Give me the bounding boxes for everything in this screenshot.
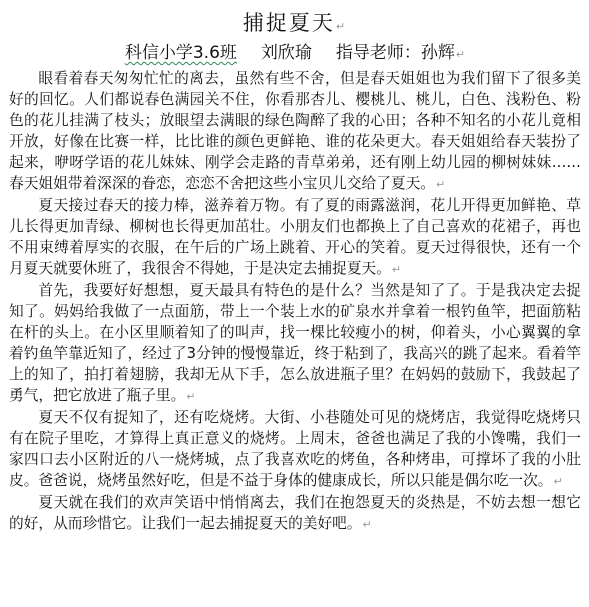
title-text: 捕捉夏天 <box>242 11 335 35</box>
paragraph-2 <box>9 195 581 280</box>
paragraph-1 <box>9 68 581 195</box>
paragraph-text: 夏天不仅有捉知了，还有吃烧烤。大街、小巷随处可见的烧烤店，我觉得吃烧烤只有在院子里吃，才算得上真正意义的烧烤。上周末，爸爸也满足了我的小馋嘴，我们一家四口去小区附近的八一烧烤城，点了我喜欢吃的烤鱼，各种烤串，可撑坏了我的小肚皮。爸爸说，烧烤虽然好吃，但是不益于身体的健康成长，所以只能是偶尔吃一次。 <box>9 409 581 489</box>
paragraph-mark-icon: ↵ <box>435 178 446 191</box>
byline-school-class: 科信小学3.6班 <box>124 43 237 63</box>
paragraph-mark-icon: ↵ <box>553 475 563 488</box>
document-title <box>9 8 581 40</box>
byline-teacher: 指导老师：孙辉 <box>335 43 455 63</box>
paragraph-4 <box>9 407 581 492</box>
paragraph-mark-icon: ↵ <box>455 48 466 61</box>
paragraph-mark-icon: ↵ <box>391 263 402 276</box>
paragraph-text: 眼看着春天匆匆忙忙的离去，虽然有些不舍，但是春天姐姐也为我们留下了很多美好的回忆。人们都说春色满园关不住，你看那杏儿、樱桃儿、桃儿，白色、浅粉色、粉色的花儿挂满了枝头；放眼望去满眼的绿色陶醉了我的心田；各种不知名的小花儿竟相开放，好像在比赛一样，比比谁的颜色更鲜艳、谁的花朵更大。春天姐姐给春天装扮了起来，咿呀学语的花儿妹妹、刚学会走路的青草弟弟，还有刚上幼儿园的柳树妹妹……春天姐姐带着深深的眷恋，恋恋不舍把这些小宝贝儿交给了夏天。 <box>9 70 581 192</box>
paragraph-5 <box>9 492 581 535</box>
paragraph-text: 夏天接过春天的接力棒，滋养着万物。有了夏的雨露滋润，花儿开得更加鲜艳、草儿长得更加青绿、柳树也长得更加茁壮。小朋友们也都换上了自己喜欢的花裙子，再也不用束缚着厚实的衣服，在午后的广场上跳着、开心的笑着。夏天过得很快，还有一个月夏天就要休班了，我很舍不得她，于是决定去捕捉夏天。 <box>9 197 581 277</box>
byline <box>9 40 581 68</box>
paragraph-mark-icon: ↵ <box>186 390 196 403</box>
paragraph-3 <box>9 280 581 407</box>
paragraph-text: 首先，我要好好想想，夏天最具有特色的是什么？当然是知了了。于是我决定去捉知了。妈妈给我做了一点面筋，带上一个装上水的矿泉水并拿着一根钓鱼竿，把面筋粘在杆的头上。在小区里顺着知了的叫声，找一棵比较瘦小的树，仰着头，小心翼翼的拿着钓鱼竿靠近知了，经过了3分钟的慢慢靠近，终于粘到了，我高兴的跳了起来。看着竿上的知了，拍打着翅膀，我却无从下手，怎么放进瓶子里？在妈妈的鼓励下，我鼓起了勇气，把它放进了瓶子里。 <box>9 282 581 404</box>
paragraph-mark-icon: ↵ <box>362 518 372 531</box>
paragraph-text: 夏天就在我们的欢声笑语中悄悄离去，我们在抱怨夏天的炎热是，不妨去想一想它的好，从而珍惜它。让我们一起去捕捉夏天的美好吧。 <box>9 494 581 532</box>
document-body <box>9 68 581 535</box>
paragraph-mark-icon: ↵ <box>335 20 348 33</box>
byline-author: 刘欣瑜 <box>260 43 312 63</box>
